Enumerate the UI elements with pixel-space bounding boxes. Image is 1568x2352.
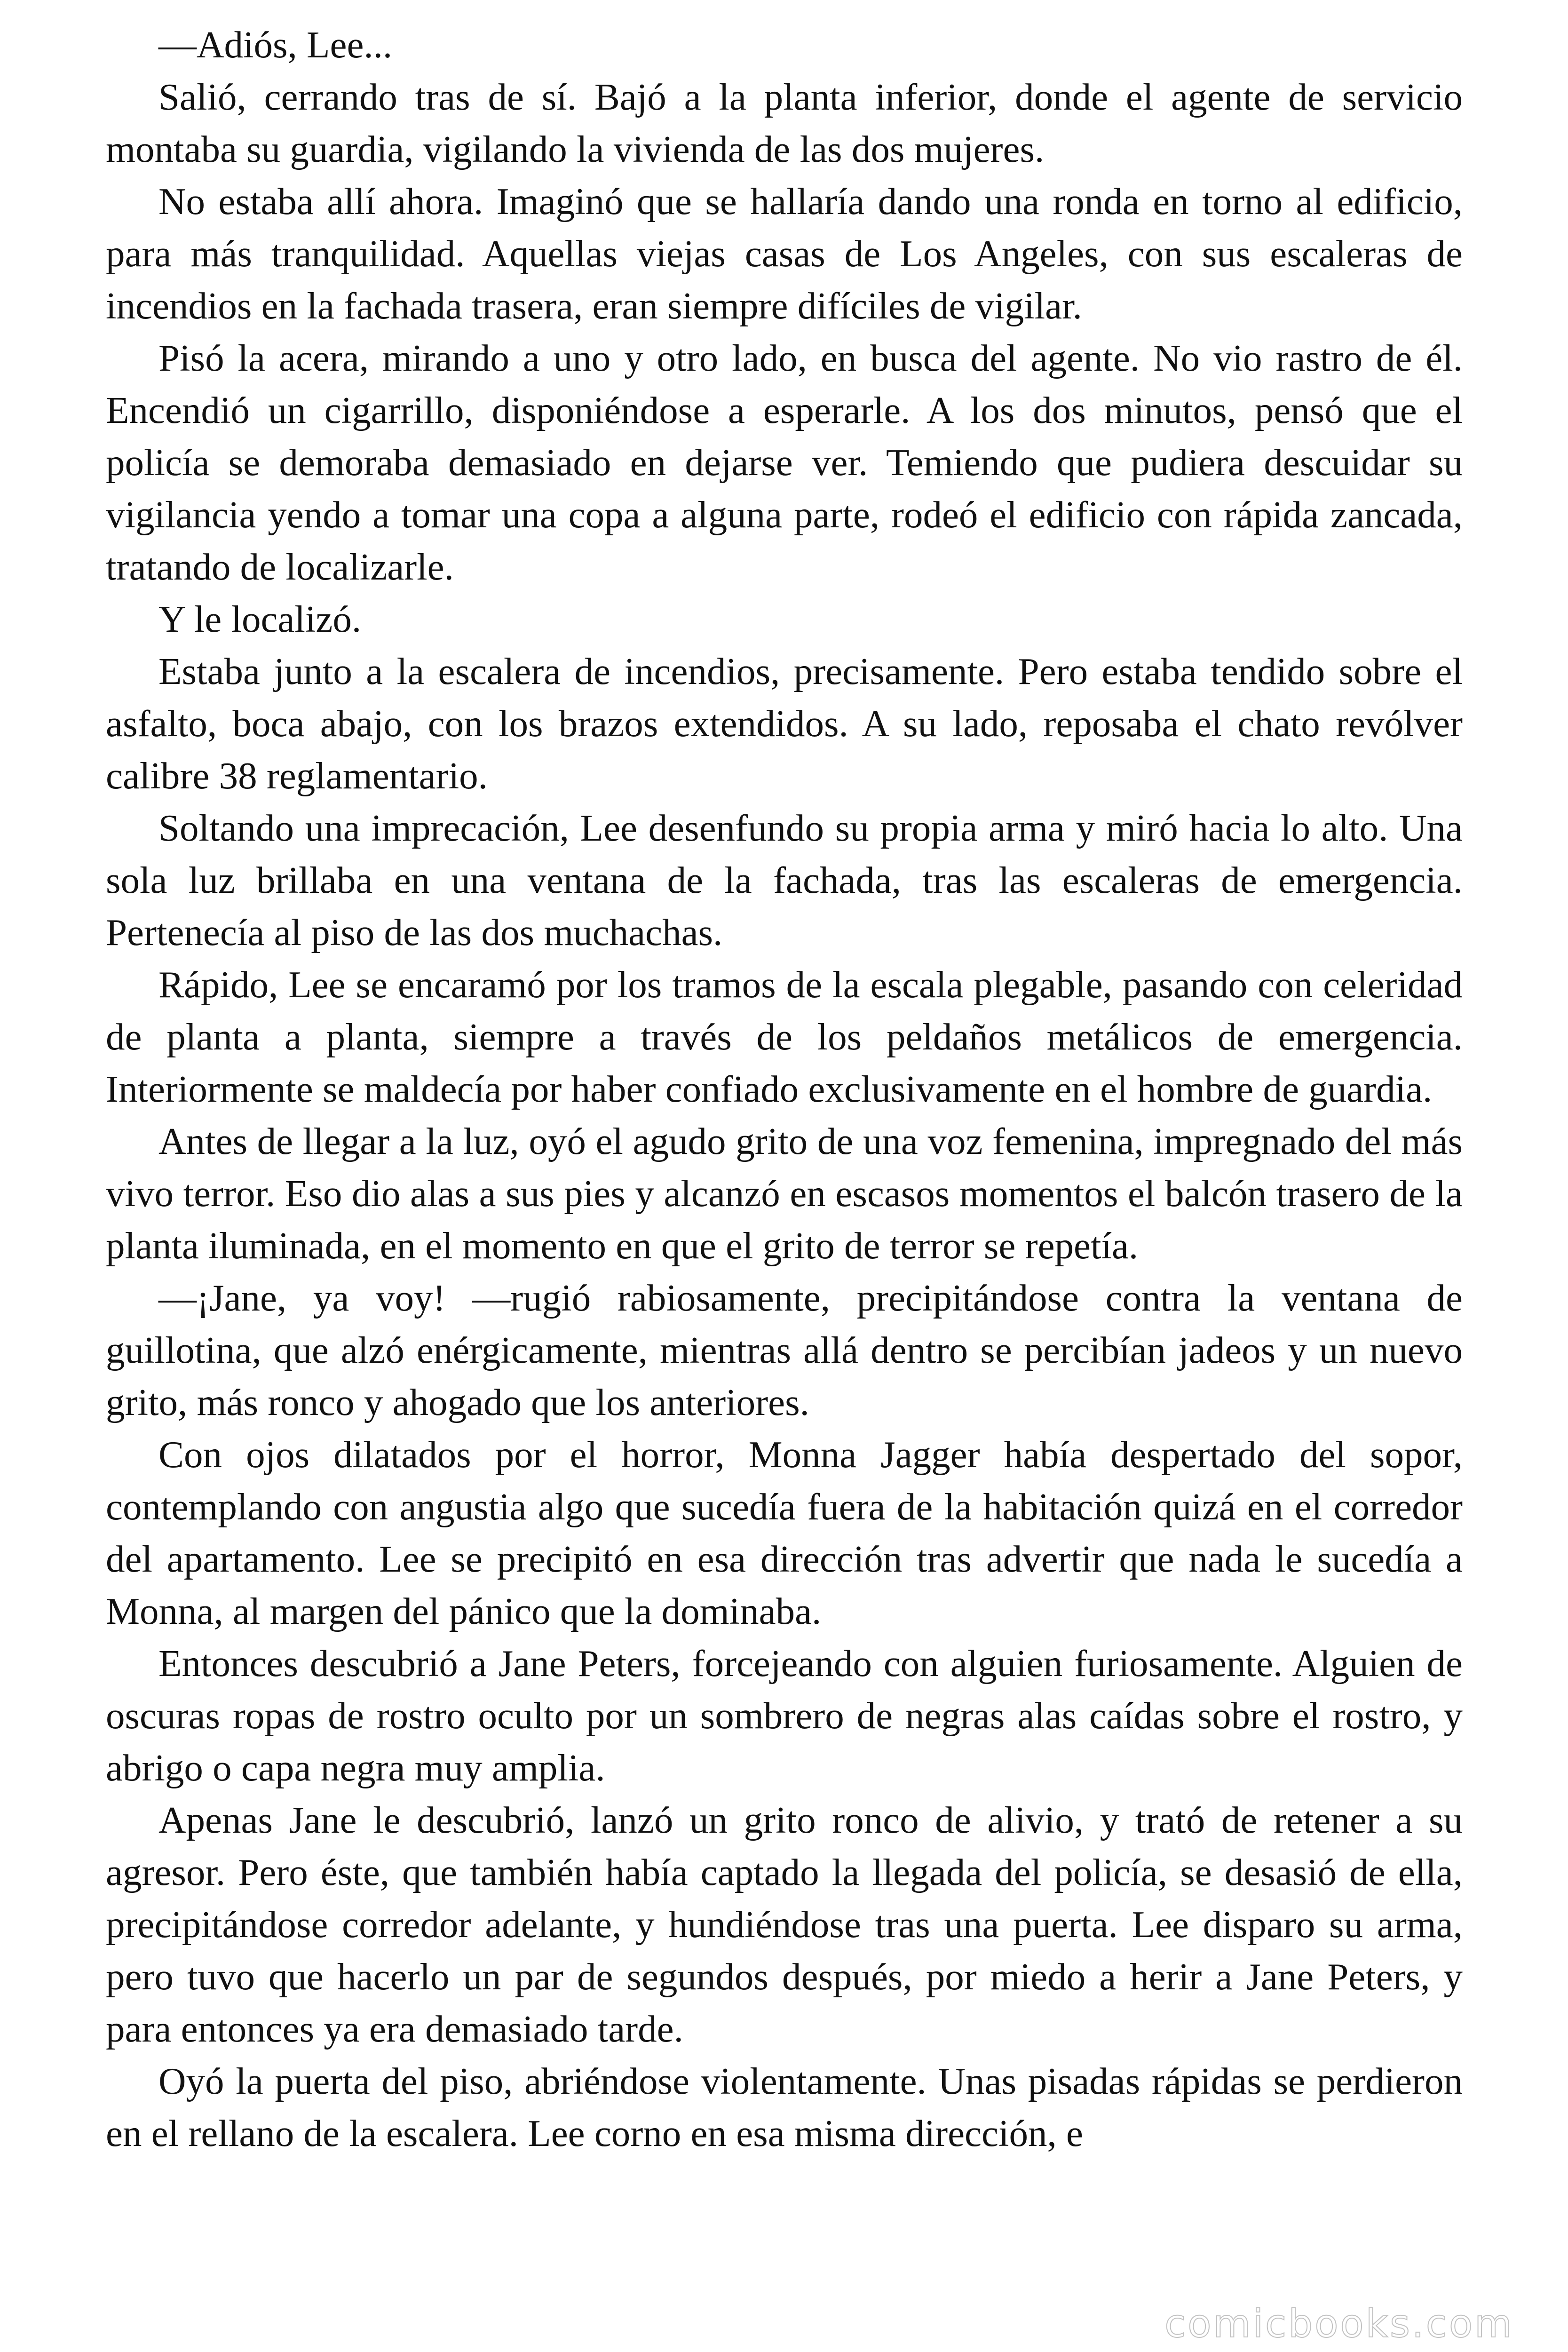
paragraph: Entonces descubrió a Jane Peters, forcejeando con alguien furiosamente. Alguien de oscuras ropas de rostro oculto por un sombrero de negras alas caídas sobre el rostro, y abrigo o capa negra muy amplia. bbox=[106, 1642, 1463, 1789]
watermark: comicbooks.com bbox=[1164, 2302, 1514, 2346]
paragraph: —¡Jane, ya voy! —rugió rabiosamente, precipitándose contra la ventana de guillotina, que alzó enérgicamente, mientras allá dentro se percibían jadeos y un nuevo grito, más ronco y ahogado que los anteriores. bbox=[106, 1277, 1463, 1423]
paragraph: Soltando una imprecación, Lee desenfundo su propia arma y miró hacia lo alto. Una sola luz brillaba en una ventana de la fachada, tras las escaleras de emergencia. Pertenecía al piso de las dos muchachas. bbox=[106, 807, 1463, 954]
paragraph: Rápido, Lee se encaramó por los tramos de la escala plegable, pasando con celeridad de planta a planta, siempre a través de los peldaños metálicos de emergencia. Interiormente se maldecía por haber confiado exclusivamente en el hombre de guardia. bbox=[106, 963, 1463, 1110]
paragraph: Y le localizó. bbox=[158, 598, 362, 640]
paragraph: Salió, cerrando tras de sí. Bajó a la planta inferior, donde el agente de servicio montaba su guardia, vigilando la vivienda de las dos mujeres. bbox=[106, 76, 1463, 170]
paragraph: Pisó la acera, mirando a uno y otro lado, en busca del agente. No vio rastro de él. Encendió un cigarrillo, disponiéndose a esperarle. A los dos minutos, pensó que el policía se demoraba demasiado en dejarse ver. Temiendo que pudiera descuidar su vigilancia yendo a tomar una copa a alguna parte, rodeó el edificio con rápida zancada, tratando de localizarle. bbox=[106, 337, 1463, 588]
paragraph: No estaba allí ahora. Imaginó que se hallaría dando una ronda en torno al edificio, para más tranquilidad. Aquellas viejas casas de Los Angeles, con sus escaleras de incendios en la fachada trasera, eran siempre difíciles de vigilar. bbox=[106, 180, 1463, 327]
paragraph: Oyó la puerta del piso, abriéndose violentamente. Unas pisadas rápidas se perdieron en el rellano de la escalera. Lee corno en esa misma dirección, e bbox=[106, 2060, 1463, 2154]
paragraph: Apenas Jane le descubrió, lanzó un grito ronco de alivio, y trató de retener a su agresor. Pero éste, que también había captado la llegada del policía, se desasió de ella, precipitándose corredor adelante, y hundiéndose tras una puerta. Lee disparo su arma, pero tuvo que hacerlo un par de segundos después, por miedo a herir a Jane Peters, y para entonces ya era demasiado tarde. bbox=[106, 1799, 1463, 2050]
paragraph: Antes de llegar a la luz, oyó el agudo grito de una voz femenina, impregnado del más vivo terror. Eso dio alas a sus pies y alcanzó en escasos momentos el balcón trasero de la planta iluminada, en el momento en que el grito de terror se repetía. bbox=[106, 1120, 1463, 1267]
page-body bbox=[106, 19, 1463, 2160]
paragraph: Estaba junto a la escalera de incendios, precisamente. Pero estaba tendido sobre el asfalto, boca abajo, con los brazos extendidos. A su lado, reposaba el chato revólver calibre 38 reglamentario. bbox=[106, 650, 1463, 797]
paragraph: —Adiós, Lee... bbox=[158, 24, 393, 66]
paragraph: Con ojos dilatados por el horror, Monna Jagger había despertado del sopor, contemplando con angustia algo que sucedía fuera de la habitación quizá en el corredor del apartamento. Lee se precipitó en esa dirección tras advertir que nada le sucedía a Monna, al margen del pánico que la dominaba. bbox=[106, 1433, 1463, 1632]
